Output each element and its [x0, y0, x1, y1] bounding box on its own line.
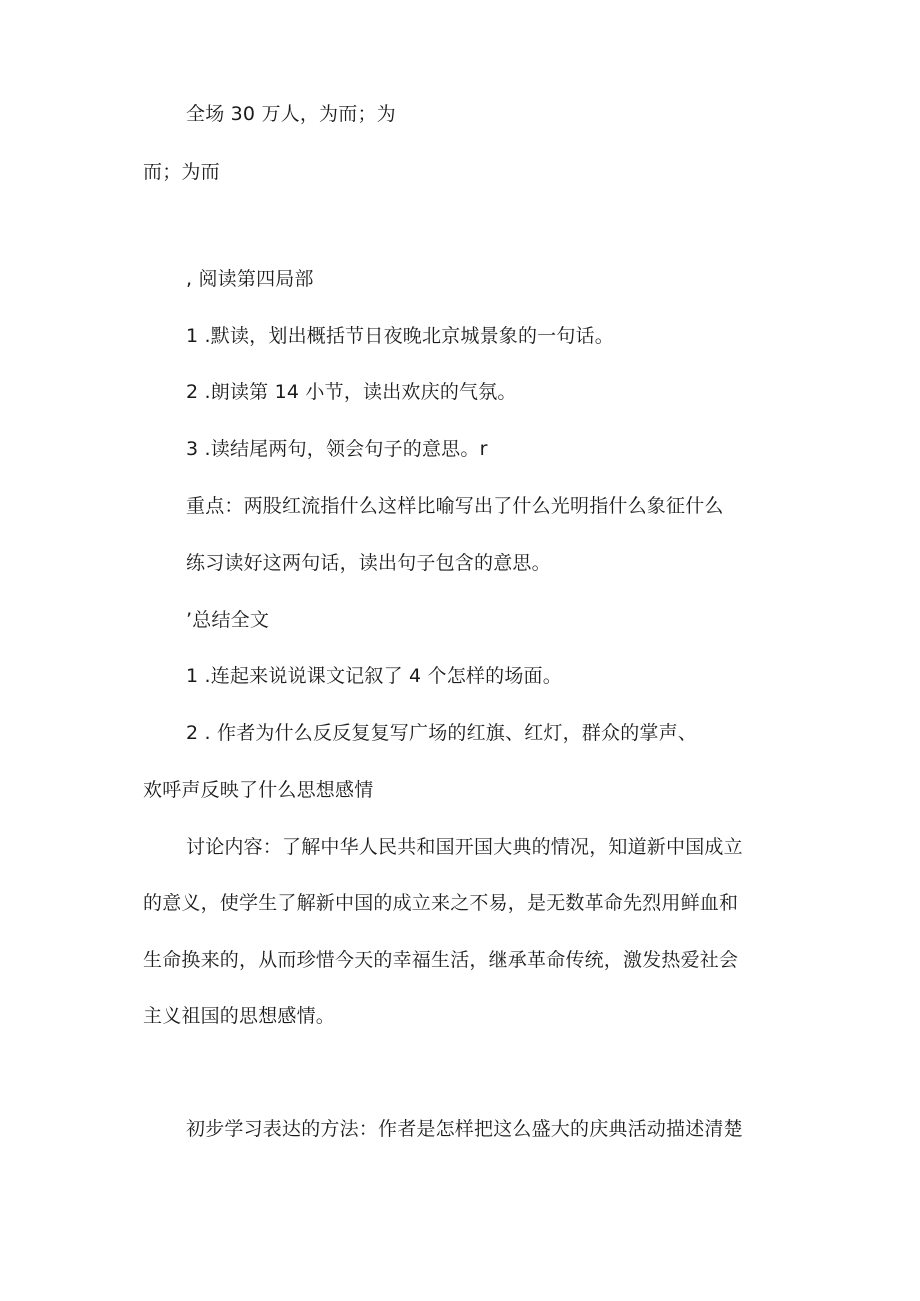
summary-item-2-cont: 欢呼声反映了什么思想感情 — [143, 779, 374, 801]
practice-line: 练习读好这两句话，读出句子包含的意思。 — [186, 552, 551, 574]
key-point-line: 重点：两股红流指什么这样比喻写出了什么光明指什么象征什么 — [186, 495, 724, 517]
text-line-crowd-cont: 而；为而 — [143, 161, 220, 183]
list-item-2: 2 .朗读第 14 小节，读出欢庆的气氛。 — [186, 381, 517, 403]
discussion-line-4: 主义祖国的思想感情。 — [143, 1005, 336, 1027]
expression-method-line: 初步学习表达的方法：作者是怎样把这么盛大的庆典活动描述清楚 — [186, 1118, 743, 1140]
summary-item-1: 1 .连起来说说课文记叙了 4 个怎样的场面。 — [186, 665, 562, 687]
discussion-line-3: 生命换来的，从而珍惜今天的幸福生活，继承革命传统，激发热爱社会 — [143, 949, 739, 971]
section-heading-read-part-four: , 阅读第四局部 — [186, 268, 314, 290]
discussion-line-1: 讨论内容：了解中华人民共和国开国大典的情况，知道新中国成立 — [186, 836, 743, 858]
summary-item-2: 2 . 作者为什么反反复复写广场的红旗、红灯，群众的掌声、 — [186, 722, 698, 744]
discussion-line-2: 的意义，使学生了解新中国的成立来之不易，是无数革命先烈用鲜血和 — [143, 892, 739, 914]
list-item-1: 1 .默读，划出概括节日夜晚北京城景象的一句话。 — [186, 325, 614, 347]
text-line-crowd: 全场 30 万人，为而；为 — [186, 103, 396, 125]
list-item-3: 3 .读结尾两句，领会句子的意思。r — [186, 438, 488, 460]
section-heading-summary: ’总结全文 — [186, 609, 270, 631]
